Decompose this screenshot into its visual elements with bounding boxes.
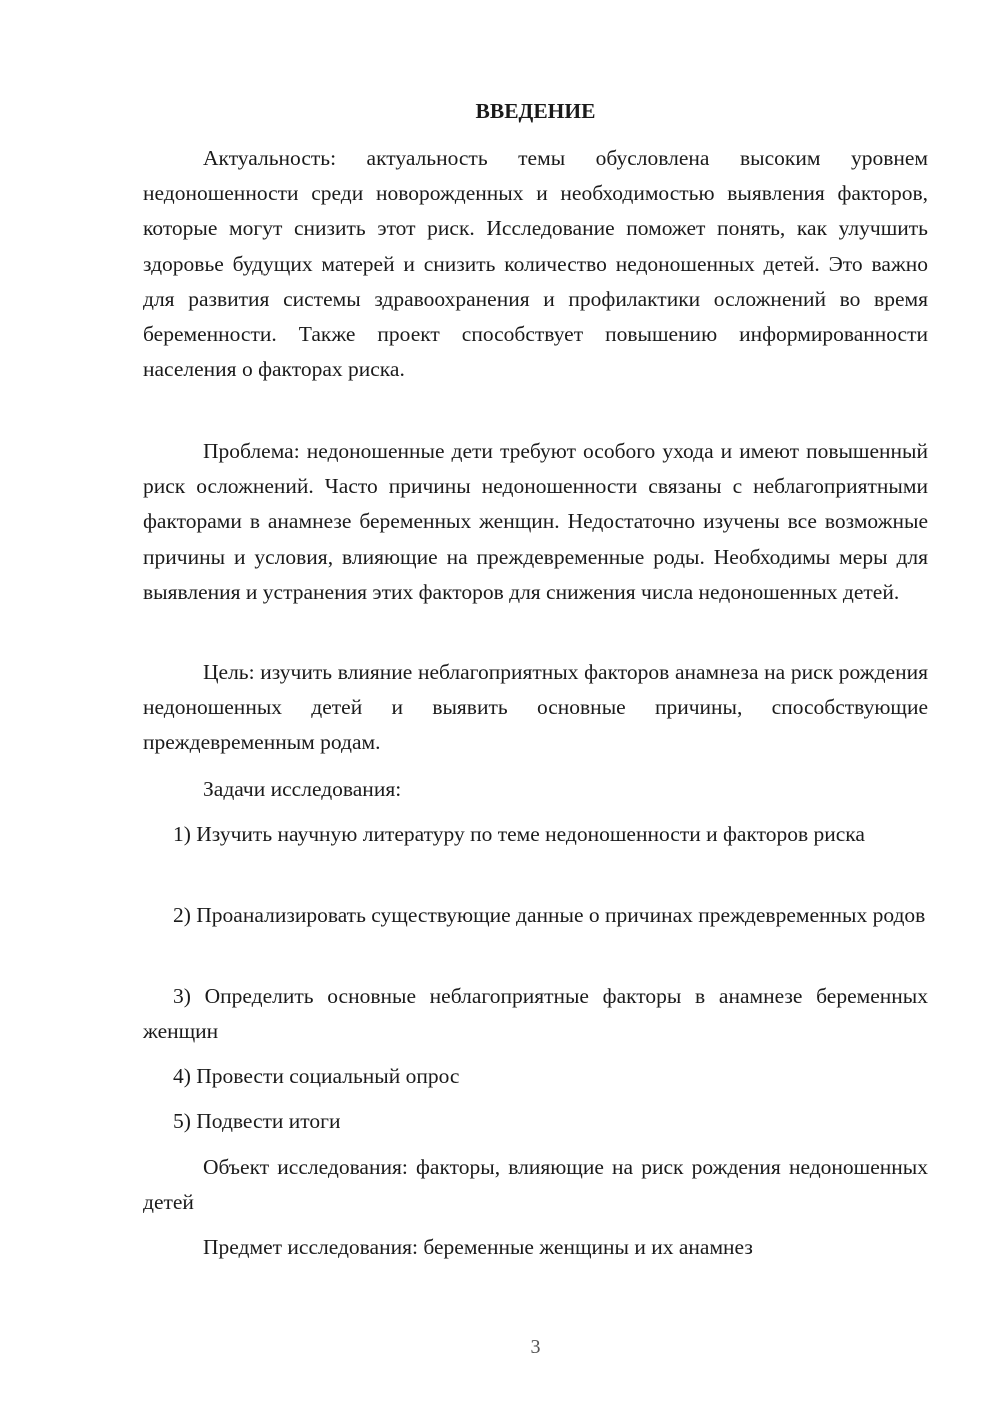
task-item-3: 3) Определить основные неблагоприятные факторы в анамнезе беременных женщин	[143, 984, 928, 1044]
document-page	[143, 0, 928, 1414]
paragraph-relevance: Актуальность: актуальность темы обусловлена высоким уровнем недоношенности среди новорожденных и необходимостью выявления факторов, которые могут снизить этот риск. Исследование поможет понять, как улучшить здоровье будущих матерей и снизить количество недоношенных детей. Это важно для развития системы здравоохранения и профилактики осложнений во время беременности. Также проект способствует повышению информированности населения о факторах риска.	[143, 146, 928, 382]
paragraph-object: Объект исследования: факторы, влияющие на риск рождения недоношенных детей	[143, 1155, 928, 1215]
task-item-5: 5) Подвести итоги	[173, 1109, 341, 1133]
page-number: 3	[530, 1336, 541, 1358]
task-item-1: 1) Изучить научную литературу по теме недоношенности и факторов риска	[173, 822, 865, 846]
task-item-2: 2) Проанализировать существующие данные о причинах преждевременных родов	[173, 903, 926, 927]
paragraph-problem: Проблема: недоношенные дети требуют особого ухода и имеют повышенный риск осложнений. Часто причины недоношенности связаны с неблагоприятными факторами в анамнезе беременных женщин. Недостаточно изучены все возможные причины и условия, влияющие на преждевременные роды. Необходимы меры для выявления и устранения этих факторов для снижения числа недоношенных детей.	[143, 439, 928, 604]
task-item-4: 4) Провести социальный опрос	[173, 1064, 460, 1088]
paragraph-subject: Предмет исследования: беременные женщины и их анамнез	[203, 1235, 753, 1259]
tasks-heading: Задачи исследования:	[203, 777, 402, 801]
page-title: ВВЕДЕНИЕ	[475, 99, 596, 123]
paragraph-goal: Цель: изучить влияние неблагоприятных факторов анамнеза на риск рождения недоношенных детей и выявить основные причины, способствующие преждевременным родам.	[143, 660, 928, 755]
